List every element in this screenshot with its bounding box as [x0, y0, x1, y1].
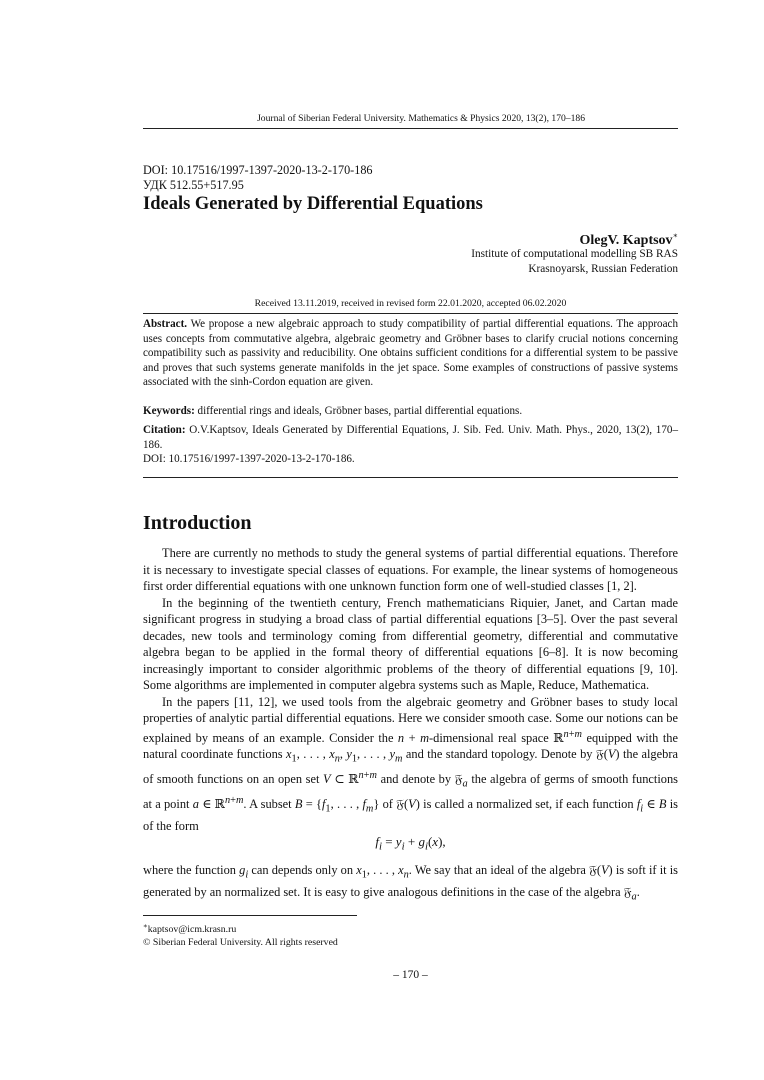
- introduction-body: [143, 545, 678, 835]
- author-text: OlegV. Kaptsov: [579, 233, 673, 248]
- footnote-email: ∗kaptsov@icm.krasn.ru: [143, 922, 237, 935]
- affiliation-line-1: Institute of computational modelling SB RAS: [471, 248, 678, 260]
- doi-line[interactable]: DOI: 10.17516/1997-1397-2020-13-2-170-186: [143, 163, 373, 177]
- abstract: [143, 317, 678, 390]
- citation-label: Citation:: [143, 424, 186, 436]
- article-meta: [143, 163, 373, 193]
- footnote-copyright: © Siberian Federal University. All rights reserved: [143, 937, 338, 948]
- footnotes: [143, 920, 338, 949]
- citation: [143, 423, 678, 467]
- page-number: – 170 –: [393, 969, 428, 981]
- header-rule: [143, 128, 678, 129]
- footnote-rule: [143, 915, 357, 916]
- citation-rule: [143, 477, 678, 478]
- keywords: [143, 404, 678, 419]
- abstract-text: We propose a new algebraic approach to study compatibility of partial differential equations. The approach uses concepts from commutative algebra, algebraic geometry and Gröbner bases to clarify crucial notions concerning compatibility such as passivity and reducibility. One obtains sufficient conditions for a differential system to be passive and proves that such systems generate manifolds in the jet space. Some examples of constructions of passive systems associated with the sinh-Cordon equation are given.: [143, 318, 679, 389]
- equation: $f_i = y_i + g_i(x)$,: [375, 834, 446, 853]
- affiliation-line-2: Krasnoyarsk, Russian Federation: [528, 263, 678, 275]
- received-dates: Received 13.11.2019, received in revised form 22.01.2020, accepted 06.02.2020: [254, 298, 567, 309]
- paragraph-4: where the function $g_i$ can depends only on $x_1$, . . . , $x_n$. We say that an ideal of the algebra 𝔉(V) is soft if it is generated by an normalized set. It is easy to give analogous definitions in the case of the algebra 𝔉$_a$.: [143, 863, 678, 903]
- article-title: Ideals Generated by Differential Equations: [143, 194, 483, 214]
- affiliation: [471, 247, 678, 277]
- abstract-label: Abstract.: [143, 318, 188, 330]
- keywords-text: differential rings and ideals, Gröbner bases, partial differential equations.: [197, 405, 523, 417]
- section-heading: Introduction: [143, 512, 252, 534]
- received-rule: [143, 313, 678, 314]
- paragraph-2: In the beginning of the twentieth century, French mathematicians Riquier, Janet, and Cartan made significant progress in studying a broad class of partial differential equations [3–5]. Over the past several decades, new tools and terminology coming from differential geometry, differential and commutative algebra began to be applied in the formal theory of differential equations [6–8]. It is now becoming increasingly important to consider algorithmic problems of the theory of differential equations [9, 10]. Some algorithms are implemented in computer algebra systems such as Maple, Reduce, Mathematica.: [143, 595, 678, 692]
- keywords-label: Keywords:: [143, 405, 195, 417]
- citation-doi[interactable]: DOI: 10.17516/1997-1397-2020-13-2-170-186.: [143, 453, 355, 466]
- author-footnote-mark[interactable]: ∗: [672, 231, 678, 240]
- citation-text: O.V.Kaptsov, Ideals Generated by Differential Equations, J. Sib. Fed. Univ. Math. Phys., 2020, 13(2), 170–186.: [143, 424, 678, 451]
- udk-line: УДК 512.55+517.95: [143, 178, 244, 192]
- paragraph-3: In the papers [11, 12], we used tools from the algebraic geometry and Gröbner bases to study local properties of analytic partial differential equations. Here we consider smooth case. Some our notions can be explained by means of an example. Consider the n + m-dimensional real space ℝ$^{n+m}$ equipped with the natural coordinate functions $x_1$, . . . , $x_n$, $y_1$, . . . , $y_m$ and the standard topology. Denote by 𝔉(V) the algebra of smooth functions on an open set V ⊂ ℝ$^{n+m}$ and denote by 𝔉$_a$ the algebra of germs of smooth functions at a point a ∈ ℝ$^{n+m}$. A subset $B = \{f_1$, . . . , $f_m$} of 𝔉(V) is called a normalized set, if each function $f_i$ ∈ B is of the form: [143, 694, 679, 834]
- paragraph-1: There are currently no methods to study the general systems of partial differential equations. Therefore it is necessary to investigate special classes of equations. For example, the linear systems of homogeneous first order differential equations with one unknown function form one of well-studied classes [1, 2].: [143, 546, 678, 593]
- running-head: Journal of Siberian Federal University. Mathematics & Physics 2020, 13(2), 170–186: [257, 113, 585, 124]
